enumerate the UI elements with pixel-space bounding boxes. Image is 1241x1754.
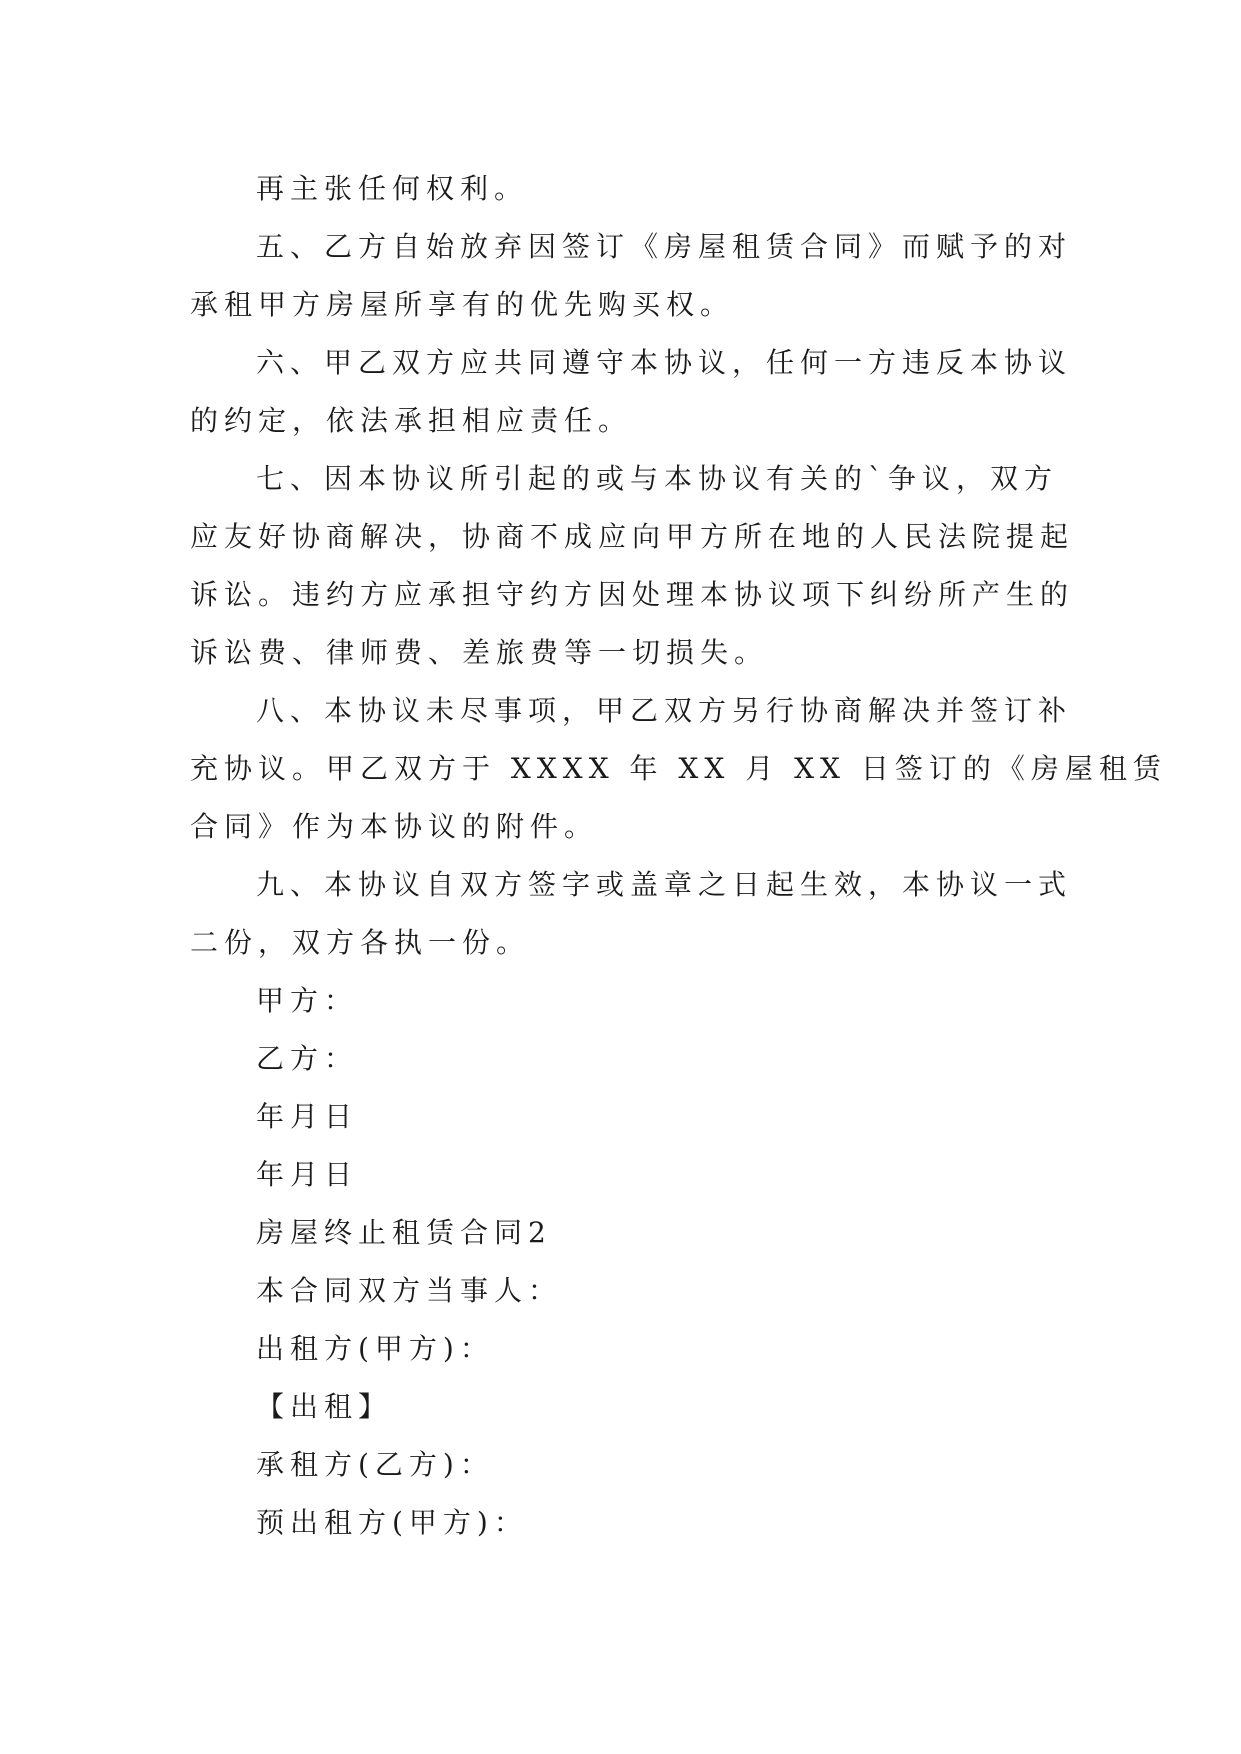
lessor-label: 出租方(甲方)： xyxy=(256,1332,494,1365)
clause-nine-line: 九、本协议自双方签字或盖章之日起生效，本协议一式 xyxy=(256,868,1073,901)
section-heading: 房屋终止租赁合同2 xyxy=(256,1216,552,1249)
party-a-signature-label: 甲方： xyxy=(256,984,359,1017)
date-label: 年月日 xyxy=(256,1100,359,1133)
document-body xyxy=(190,160,1167,1552)
date-label: 年月日 xyxy=(256,1158,359,1191)
lessee-label: 承租方(乙方)： xyxy=(256,1448,494,1481)
clause-seven-line: 七、因本协议所引起的或与本协议有关的`争议，双方 xyxy=(256,462,1059,495)
text-line: 的约定，依法承担相应责任。 xyxy=(190,404,633,437)
clause-six-line: 六、甲乙双方应共同遵守本协议，任何一方违反本协议 xyxy=(256,346,1073,379)
parties-label: 本合同双方当事人： xyxy=(256,1274,563,1307)
text-line: 二份，双方各执一份。 xyxy=(190,926,531,959)
text-line: 应友好协商解决，协商不成应向甲方所在地的人民法院提起 xyxy=(190,520,1075,553)
clause-eight-line: 八、本协议未尽事项，甲乙双方另行协商解决并签订补 xyxy=(256,694,1073,727)
party-b-signature-label: 乙方： xyxy=(256,1042,359,1075)
text-line: 合同》作为本协议的附件。 xyxy=(190,810,599,843)
bracket-label: 【出租】 xyxy=(256,1390,393,1423)
text-line: 诉讼费、律师费、差旅费等一切损失。 xyxy=(190,636,769,669)
text-line: 再主张任何权利。 xyxy=(256,172,529,205)
text-line: 诉讼。违约方应承担守约方因处理本协议项下纠纷所产生的 xyxy=(190,578,1075,611)
clause-five-line: 五、乙方自始放弃因签订《房屋租赁合同》而赋予的对 xyxy=(256,230,1073,263)
text-line: 充协议。甲乙双方于 XXXX 年 XX 月 XX 日签订的《房屋租赁 xyxy=(190,752,1167,785)
pre-lessor-label: 预出租方(甲方)： xyxy=(256,1506,528,1539)
text-line: 承租甲方房屋所享有的优先购买权。 xyxy=(190,288,735,321)
